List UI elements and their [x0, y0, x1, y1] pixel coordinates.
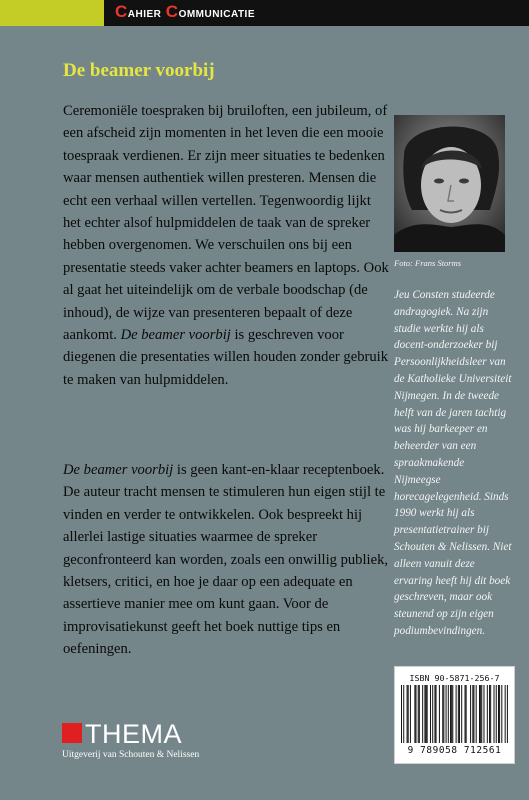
- author-photo: [394, 115, 505, 252]
- barcode-bars: [401, 685, 508, 745]
- blurb-paragraph-2: De beamer voorbij is geen kant-en-klaar receptenboek. De auteur tracht mensen te stimuleren hun eigen stijl te vinden en verder te ontwikkelen. Ook bespreekt hij allerlei lastige situaties waarmee de spreker geconfronteerd kan worden, zoals een onwillig publiek, kletsers, critici, en hoe je daar op een adequate en assertieve manier mee om kunt gaan. Voor de improvisatiekunst geeft het boek nuttige tips en oefeningen.: [63, 462, 389, 658]
- series-banner: [0, 0, 529, 26]
- publisher-name: THEMA: [85, 719, 182, 749]
- series-name: Cahier Communicatie: [115, 2, 255, 21]
- book-title: De beamer voorbij: [63, 60, 215, 81]
- blurb-paragraph-1: Ceremoniële toespraken bij bruiloften, een jubileum, of een afscheid zijn momenten in het leven die een mooie toespraak verdienen. Er zijn meer situaties te bedenken waar mensen authentiek willen presteren. Mensen die echt een verhaal willen vertellen. Tegenwoordig lijkt het echter alsof hulpmiddelen de taak van de spreker hebben overgenomen. We verschuilen ons bij een presentatie steeds vaker achter beamers en laptops. Ook al gaat het uiteindelijk om de verbale boodschap (de inhoud), de wijze van presenteren bepaalt of deze aankomt. De beamer voorbij is geschreven voor diegenen die presentaties willen houden zonder gebruik te maken van hulpmiddelen.: [63, 103, 389, 388]
- photo-credit: Foto: Frans Storms: [394, 258, 462, 268]
- barcode: [394, 666, 515, 764]
- publisher-subtitle: Uitgeverij van Schouten & Nelissen: [62, 750, 200, 760]
- logo-red-square: [62, 723, 82, 743]
- series-banner-yellow-block: [0, 0, 104, 26]
- author-bio: Jeu Consten studeerde andragogiek. Na zijn studie werkte hij als docent-onderzoeker bij Persoonlijkheidsleer van de Katholieke Universiteit Nijmegen. In de tweede helft van de jaren tachtig was hij barkeeper en beheerder van een spraakmakende Nijmeegse horecagelegenheid. Sinds 1990 werkt hij als presentatietrainer bij Schouten & Nelissen. Niet alleen vanuit deze ervaring heeft hij dit boek geschreven, maar ook steunend op zijn eigen podiumbevindingen.: [394, 289, 512, 637]
- isbn-label: ISBN 90-5871-256-7: [409, 673, 500, 683]
- ean-number: 9 789058 712561: [407, 745, 502, 756]
